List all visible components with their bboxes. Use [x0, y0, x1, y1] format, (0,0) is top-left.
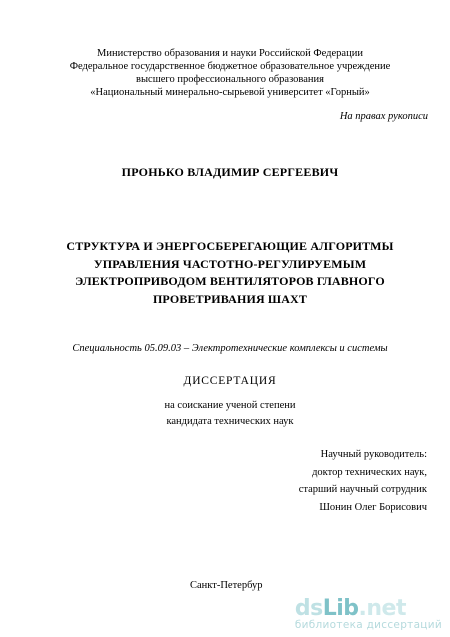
supervisor-line: Шонин Олег Борисович [319, 501, 427, 513]
supervisor-line: доктор технических наук, [312, 466, 427, 478]
title-line: УПРАВЛЕНИЯ ЧАСТОТНО-РЕГУЛИРУЕМЫМ [93, 256, 367, 271]
institution-header [30, 47, 430, 99]
supervisor-line: старший научный сотрудник [298, 484, 427, 495]
watermark-brand-part: .net [358, 596, 406, 621]
watermark-brand [295, 598, 442, 620]
header-line: высшего профессионального образования [136, 74, 324, 85]
header-line: Министерство образования и науки Российской Федерации [97, 48, 363, 59]
manuscript-rights-note: На правах рукописи [339, 111, 428, 122]
degree-info [30, 398, 430, 430]
dissertation-heading: ДИССЕРТАЦИЯ [183, 375, 277, 387]
watermark-brand-part: Lib [322, 596, 359, 621]
header-line: Федеральное государственное бюджетное образовательное учреждение [69, 61, 391, 72]
author-name: ПРОНЬКО ВЛАДИМИР СЕРГЕЕВИЧ [121, 165, 339, 179]
supervisor-line: Научный руководитель: [320, 449, 427, 460]
dissertation-title [28, 238, 432, 308]
title-line: СТРУКТУРА И ЭНЕРГОСБЕРЕГАЮЩИЕ АЛГОРИТМЫ [66, 239, 394, 253]
city-name: Санкт-Петербур [190, 580, 263, 591]
degree-line: кандидата технических наук [166, 416, 294, 427]
title-line: ЭЛЕКТРОПРИВОДОМ ВЕНТИЛЯТОРОВ ГЛАВНОГО [75, 274, 385, 288]
supervisor-block [299, 446, 427, 516]
dslib-watermark [295, 598, 442, 631]
specialty-line: Специальность 05.09.03 – Электротехнические комплексы и системы [72, 343, 388, 354]
watermark-subtitle: библиотека диссертаций [294, 619, 442, 631]
watermark-brand-part: ds [294, 596, 323, 621]
title-line: ПРОВЕТРИВАНИЯ ШАХТ [152, 291, 308, 306]
degree-line: на соискание ученой степени [164, 400, 296, 411]
header-line: «Национальный минерально-сырьевой университет «Горный» [90, 87, 370, 98]
